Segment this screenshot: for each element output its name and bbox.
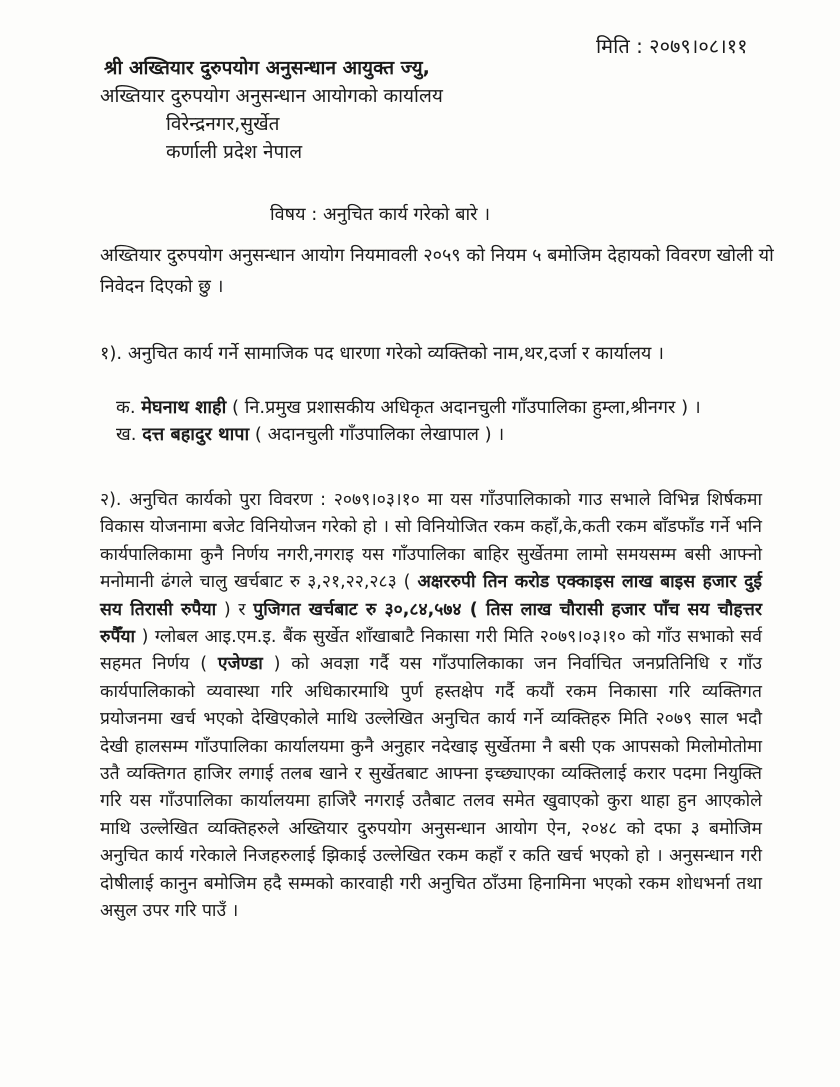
recipient-line-4: कर्णाली प्रदेश नेपाल	[166, 141, 303, 163]
point-2-text-3: ) ग्लोबल आइ.एम.इ. बैंक सुर्खेत शाँखाबाटै निकासा गरी मिति २०७९।०३।१० को गाँउ सभाको सर्व सहमत निर्णय (	[100, 627, 762, 675]
point-2-bold-amount-words: अक्षररुपी तिन करोड एक्काइस लाख बाइस हजार दुई सय तिरासी रुपैया	[100, 572, 762, 620]
point-2-text-2: ) र	[216, 599, 254, 620]
item-kh-detail: ( अदानचुली गाँउपालिका लेखापाल ) ।	[254, 424, 505, 445]
intro-paragraph: अख्तियार दुरुपयोग अनुसन्धान आयोग नियमावली २०५९ को नियम ५ बमोजिम देहायको विवरण खोली यो निवेदन दिएको छु ।	[100, 245, 774, 297]
recipient-line-2: अख्तियार दुरुपयोग अनुसन्धान आयोगको कार्यालय	[100, 85, 443, 107]
item-k-marker: क.	[116, 397, 136, 418]
item-kh-name: दत्त बहादुर थापा	[142, 424, 250, 445]
point-2-bold-capital-expense: पुजिगत खर्चबाट रु ३०,८४,५७४ ( तिस लाख चौरासी हजार पाँच सय चौहत्तर रुपैँया	[100, 599, 762, 648]
point-2-text-1: २). अनुचित कार्यको पुरा विवरण : २०७९।०३।१० मा यस गाँउपालिकाको गाउ सभाले विभिन्न शिर्षकमा विकास योजनामा बजेट विनियोजन गरेको हो । सो विनियोजित रकम कहाँ,के,कती रकम बाँडफाँड गर्ने भनि कार्यपालिकामा कुनै निर्णय नगरी,नगराइ यस गाँउपालिका बाहिर सुर्खेतमा लामो समयसम्म बसी आफ्नो मनोमानी ढंगले चालु खर्चबाट रु ३,२१,२२,२८३ (	[100, 490, 762, 593]
recipient-line-3: विरेन्द्रनगर,सुर्खेत	[166, 113, 280, 135]
point-2-bold-agenda: एजेण्डा	[217, 654, 263, 675]
point-2-text-4: ) को अवज्ञा गर्दै यस गाँउपालिकाका जन निर्वाचित जनप्रतिनिधि र गाँउ कार्यपालिकाको व्यवास्था गरि अधिकारमाथि पुर्ण हस्तक्षेप गर्दै कयौं रकम निकासा गरि व्यक्तिगत प्रयोजनमा खर्च भएको देखिएकोले माथि उल्लेखित अनुचित कार्य गर्ने व्यक्तिहरु मिति २०७९ साल भदौ देखी हालसम्म गाँउपालिका कार्यालयमा कुनै अनुहार नदेखाइ सुर्खेतमा नै बसी एक आपसको मिलोमोतोमा उतै व्यक्तिगत हाजिर लगाई तलब खाने र सुर्खेतबाट आफ्ना इच्छ्याएका व्यक्तिलाई करार पदमा नियुक्ति गरि यस गाँउपालिका कार्यालयमा हाजिरै नगराई उतैबाट तलव समेत खुवाएको कुरा थाहा हुन आएकोले माथि उल्लेखित व्यक्तिहरुले अख्तियार दुरुपयोग अनुसन्धान आयोग ऐन, २०४८ को दफा ३ बमोजिम अनुचित कार्य गरेकाले निजहरुलाई झिकाई उल्लेखित रकम कहाँ र कति खर्च भएको हो । अनुसन्धान गरी दोषीलाई कानुन बमोजिम हदै सम्मको कारवाही गरी अनुचित ठाँउमा हिनामिना भएको रकम शोधभर्ना तथा असुल उपर गरि पाउँ ।	[100, 654, 762, 922]
subject-line: विषय : अनुचित कार्य गरेको बारे ।	[270, 204, 491, 225]
item-kh-marker: ख.	[116, 424, 137, 445]
item-k-name: मेघनाथ शाही	[141, 397, 227, 418]
accused-item-k	[116, 395, 701, 419]
accused-item-kh	[116, 422, 504, 446]
point-1-heading: १). अनुचित कार्य गर्ने सामाजिक पद धारणा गरेको व्यक्तिको नाम,थर,दर्जा र कार्यालय ।	[100, 343, 664, 364]
recipient-line-1: श्री अख्तियार दुरुपयोग अनुसन्धान आयुक्त ज्यु,	[104, 57, 430, 79]
point-2-paragraph	[100, 487, 762, 926]
item-k-detail: ( नि.प्रमुख प्रशासकीय अधिकृत अदानचुली गाँउपालिका हुम्ला,श्रीनगर ) ।	[231, 397, 701, 418]
date-line: मिति : २०७९।०८।११	[596, 34, 748, 58]
